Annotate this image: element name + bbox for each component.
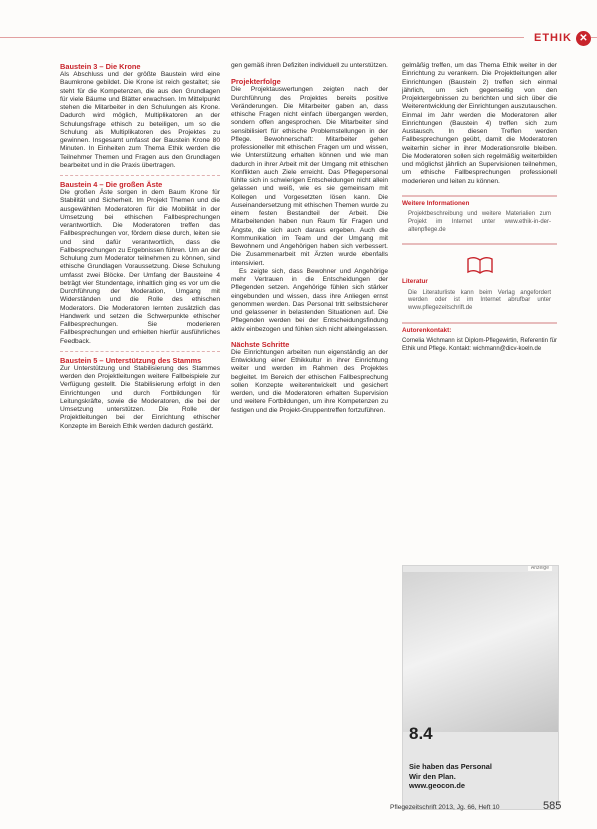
- section-tag: [524, 28, 591, 48]
- header-rule: [0, 37, 597, 38]
- ad-label: Anzeige: [528, 565, 552, 571]
- text-continued-3: gelmäßig treffen, um das Thema Ethik weiter in der Einrichtung zu verankern. Die Projektleitungen aller Einrichtungen (Baustein 2) treffen sich einmal jährlich, um sich gegenseitig von den Projektergebnissen zu berichten und sich über die Weiterentwicklung der Einrichtungen auszutauschen. Einmal im Jahr werden die Moderatoren aller Einrichtungen (Baustein 4) treffen sich zum Austausch. In diesen Treffen werden Fallbesprechungen geübt, damit die Moderatoren weiterhin sicher in ihrer Moderationsrolle bleiben. Die Moderatoren sollen sich regelmäßig weiterbilden und möglichst jährlich an Supervisionen teilnehmen, um ethische Fallbesprechungen professionell moderieren und leiten zu können.: [402, 62, 557, 185]
- ad-tagline: [409, 762, 492, 791]
- ad-url[interactable]: www.geocon.de: [409, 781, 465, 790]
- literature-title: Literatur: [402, 278, 428, 286]
- page-number: 585: [543, 800, 562, 812]
- info-box-text[interactable]: Projektbeschreibung und weitere Materialien zum Projekt im Internet unter www.ethik-in-der-altenpflege.de: [408, 211, 551, 233]
- text-baustein-3: Als Abschluss und der größte Baustein wird eine Baumkrone gebildet. Die Krone ist reich gestaltet; sie steht für die Kompetenzen, die aus den Grundlagen für viele Bäume und Blätter erwachsen. Im Mittelpunkt stehen die Mitarbeiter in den Schulungen als Krone. Dadurch wird möglich, Multiplikatoren an der Schulungsfrage ethisch zu beteiligen, um so die Schulung als Multiplikatoren des Projektes zu gewinnen. Insgesamt umfasst der Baustein Krone 80 Minuten. In Einheiten zum Thema Ethik werden die Teilnehmer Themen und Fragen aus den Grundlagen bearbeitet und in die Praxis übertragen.: [60, 71, 220, 169]
- section-label: ETHIK: [534, 32, 572, 44]
- text-projekterfolge: Die Projektauswertungen zeigten nach der Durchführung des Projektes bereits positive Veränderungen. Die Mitarbeiter gaben an, dass ethische Fragen nicht einfach übergangen werden, sondern offen angesprochen. Die Mitarbeiter sind sensibilisiert für ethische Problemstellungen in der Pflege. Bewohnerschaft: Mitarbeiter gehen professioneller mit ethischen Fragen um und wissen, wie Unterstützung erhalten können und wie man dadurch in ihrer Arbeit mit der Umgang mit ethischen Konflikten auch Ziele erreicht. Das Pflegepersonal fühlte sich in schwierigen Entscheidungen nicht allein gelassen und weiß, wie es sie gemeinsam mit Kollegen und Vorgesetzten lösen kann. Die Auseinandersetzung mit ethischen Themen wurde zu einem festen Bestandteil der Arbeit. Die Mitarbeitenden haben nun Raum für Fragen und Ängste, die sich auch daraus ergeben. Auch die Kommunikation im Team und der Umgang mit Bewohnern und Angehörigen haben sich verbessert. Die Zusammenarbeit mit Ärzten wurde ebenfalls intensiviert.: [231, 86, 388, 267]
- text-projekterfolge-2: Es zeigte sich, dass Bewohner und Angehörige mehr Vertrauen in die Entscheidungen der Pflegenden setzen. Angehörige fühlen sich stärker eingebunden und wissen, dass ihre Anliegen ernst genommen werden. Das Personal tritt selbstsicherer und gelassener in belastenden Situationen auf. Die Pflegenden werden bei der Entscheidungsfindung aktiv einbezogen und fühlen sich nicht alleingelassen.: [231, 267, 388, 333]
- column-1: [60, 62, 220, 431]
- literature-text[interactable]: Die Literaturliste kann beim Verlag angefordert werden oder ist im Internet abrufbar unter www.pflegezeitschrift.de: [408, 289, 551, 311]
- info-box-title: Weitere Informationen: [402, 199, 470, 207]
- heading-projekterfolge: Projekterfolge: [231, 77, 281, 87]
- heading-naechste-schritte: Nächste Schritte: [231, 339, 290, 349]
- section-header: [0, 28, 597, 48]
- heading-baustein-4: Baustein 4 – Die großen Äste: [60, 180, 163, 189]
- author-contact-box: [402, 322, 557, 354]
- ad-headline: 8.4: [409, 724, 433, 743]
- ad-line-1: Sie haben das Personal: [409, 762, 492, 771]
- literature-box: [402, 243, 557, 312]
- ad-photo: [403, 572, 558, 732]
- text-naechste-schritte: Die Einrichtungen arbeiten nun eigenständig an der Entwicklung einer Ethikkultur in ihrer Einrichtung weiter und werden im Rahmen des Projektes begleitet. Im Bereich der ethischen Fallbesprechung sollen Konzepte weiterentwickelt und gesichert werden, und die Moderatoren erhalten Supervision und weitere Fortbildungen, um ihre Kompetenzen zu festigen und die Projekt-Gruppentreffen fortzuführen.: [231, 348, 388, 414]
- divider: [60, 351, 220, 352]
- text-continued: gen gemäß ihren Defiziten individuell zu unterstützen.: [231, 62, 388, 69]
- advertisement[interactable]: [402, 565, 562, 812]
- divider: [60, 175, 220, 176]
- column-3: [402, 62, 557, 353]
- column-2: [231, 62, 388, 415]
- text-baustein-5: Zur Unterstützung und Stabilisierung des Stammes werden den Projektleitungen weitere Fallbeispiele zur Verfügung gestellt. Die Stabilisierung erfolgt in den Einrichtungen und durch Fortbildungen für Leitungskräfte, sowie die Moderatoren, die bei der Umsetzung unterstützen. Die Rolle der Projektleitungen bei der Einrichtung ethischer Konzepte im Bereich Ethik werden dadurch gestärkt.: [60, 364, 220, 430]
- info-box: [402, 195, 557, 234]
- heading-baustein-5: Baustein 5 – Unterstützung des Stamms: [60, 355, 202, 365]
- ethik-x-icon: ✕: [576, 31, 591, 46]
- text-baustein-4: Die großen Äste sorgen in dem Baum Krone für Stabilität und Sicherheit. Im Projekt Themen und die ausgewählten Moderatoren für die Mobilität in der Umsetzung bei ethischen Fallbesprechungen verantwortlich. Die Moderatoren treffen das Fallbesprechungen vor, fördern diese durch, leiten sie und sind dafür verantwortlich, dass die Fallbesprechungen zu Ergebnissen führen. Um an der Schulung zum Moderator teilnehmen zu können, sind ethische Grundlagen Voraussetzung. Diese Schulung umfasst zwei Blöcke. Der Umfang der Bausteine 4 beträgt vier Stundentage, inhaltlich ging es vor um die Durchführung der Moderation, Umgang mit Widerständen und die Rolle des ethischen Moderators. Die Moderatoren lernten zusätzlich das Handwerk und setzen die Schwerpunkte ethischer Fallbesprechungen. Sie moderieren Fallbesprechungen und erhielten hierfür ausführliches Feedback.: [60, 189, 220, 345]
- author-contact-title: Autorenkontakt:: [402, 326, 452, 334]
- author-contact-text[interactable]: Cornelia Wichmann ist Diplom-Pflegewirtin, Referentin für Ethik und Pflege. Kontakt: wichmann@dicv-koeln.de: [402, 338, 557, 352]
- book-icon: [467, 256, 493, 274]
- heading-baustein-3: Baustein 3 – Die Krone: [60, 62, 141, 71]
- journal-reference: Pflegezeitschrift 2013, Jg. 66, Heft 10: [390, 804, 500, 811]
- ad-line-2: Wir den Plan.: [409, 771, 456, 781]
